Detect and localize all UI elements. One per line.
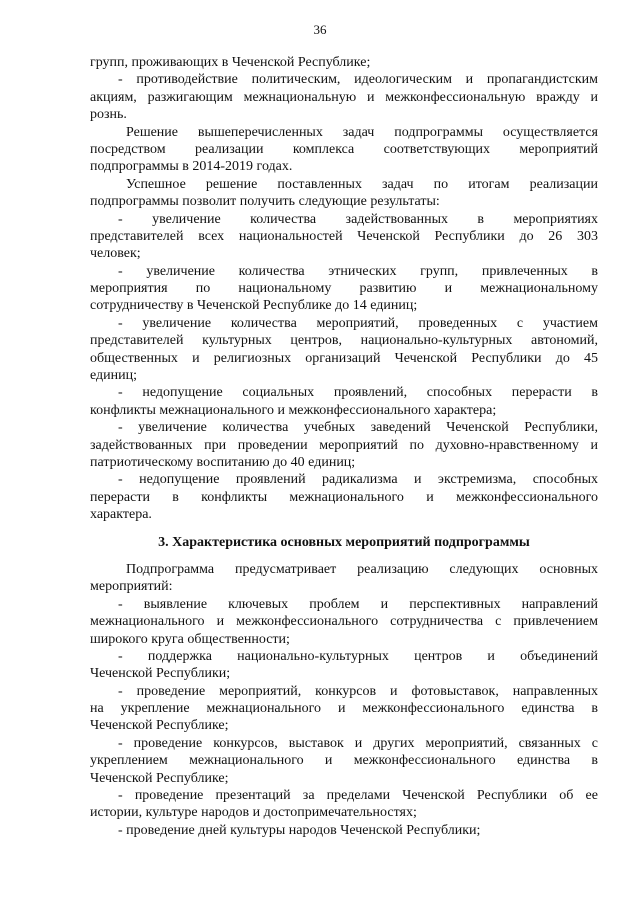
text-line: - противодействие политическим, идеологическим и пропагандистским: [118, 72, 598, 88]
text-line: единиц;: [90, 368, 138, 384]
section-heading: 3. Характеристика основных мероприятий подпрограммы: [158, 534, 530, 550]
text-line: Чеченской Республики;: [90, 666, 231, 682]
text-line: характера.: [90, 507, 152, 523]
text-line: Подпрограмма предусматривает реализацию следующих основных: [126, 561, 598, 577]
text-line: человек;: [90, 246, 141, 262]
text-line: представителей всех национальностей Чеченской Республики до 26 303: [90, 228, 598, 244]
text-line: - поддержка национально-культурных центров и объединений: [118, 648, 598, 664]
text-line: рознь.: [90, 107, 127, 123]
text-line: - увеличение количества задействованных в мероприятиях: [118, 211, 598, 227]
page-number: 36: [313, 22, 327, 37]
text-line: мероприятий:: [90, 579, 173, 595]
text-line: - недопущение проявлений радикализма и экстремизма, способных: [118, 472, 598, 488]
text-line: общественных и религиозных организаций Чеченской Республики до 45: [90, 350, 598, 366]
text-line: - проведение мероприятий, конкурсов и фотовыставок, направленных: [118, 683, 598, 699]
text-line: - увеличение количества учебных заведений Чеченской Республики,: [118, 420, 598, 436]
text-line: - недопущение социальных проявлений, способных перерасти в: [118, 385, 598, 401]
text-line: - проведение конкурсов, выставок и других мероприятий, связанных с: [118, 735, 598, 751]
text-line: посредством реализации комплекса соответствующих мероприятий: [90, 141, 598, 157]
text-line: подпрограммы позволит получить следующие результаты:: [90, 194, 440, 210]
text-line: представителей культурных центров, национально-культурных автономий,: [90, 333, 598, 349]
text-line: Решение вышеперечисленных задач подпрограммы осуществляется: [126, 124, 598, 140]
text-line: - увеличение количества мероприятий, проведенных с участием: [118, 315, 598, 331]
text-line: Успешное решение поставленных задач по итогам реализации: [126, 176, 598, 192]
text-line: - выявление ключевых проблем и перспективных направлений: [118, 596, 598, 612]
text-line: на укрепление межнационального и межконфессионального единства в: [90, 701, 598, 717]
text-line: конфликты межнационального и межконфессионального характера;: [90, 402, 497, 418]
text-line: - увеличение количества этнических групп, привлеченных в: [118, 263, 598, 279]
text-line: патриотическому воспитанию до 40 единиц;: [90, 454, 356, 470]
text-line: акциям, разжигающим межнациональную и межконфессиональную вражду и: [90, 89, 598, 105]
text-line: подпрограммы в 2014-2019 годах.: [90, 159, 293, 175]
text-line: укреплением межнационального и межконфессионального единства в: [90, 753, 598, 769]
body-text: [90, 54, 598, 839]
text-line: сотрудничеству в Чеченской Республике до 14 единиц;: [90, 298, 418, 314]
text-line: мероприятия по национальному развитию и межнациональному: [90, 281, 598, 297]
text-line: истории, культуре народов и достопримечательностях;: [90, 805, 417, 821]
text-line: - проведение дней культуры народов Чеченской Республики;: [118, 822, 481, 838]
text-line: задействованных при проведении мероприятий по духовно-нравственному и: [90, 437, 598, 453]
text-line: Чеченской Республике;: [90, 770, 229, 786]
text-line: широкого круга общественности;: [90, 631, 290, 647]
text-line: межнационального и межконфессионального сотрудничества с привлечением: [90, 614, 598, 630]
text-line: перерасти в конфликты межнационального и межконфессионального: [90, 489, 598, 505]
text-line: групп, проживающих в Чеченской Республике;: [90, 55, 371, 70]
text-line: Чеченской Республике;: [90, 718, 229, 734]
text-line: - проведение презентаций за пределами Чеченской Республики об ее: [118, 788, 598, 804]
